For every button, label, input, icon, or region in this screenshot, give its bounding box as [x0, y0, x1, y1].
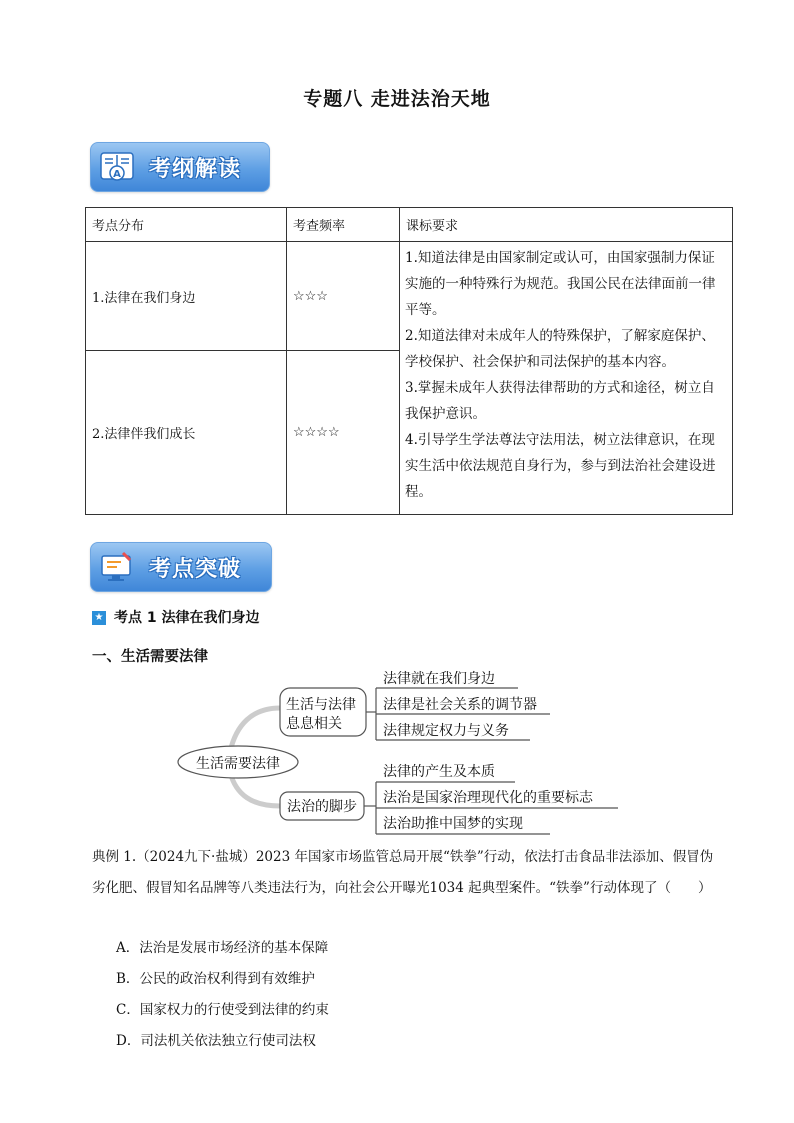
branch1-leaf: 法律是社会关系的调节器 [383, 697, 537, 713]
requirements-table [85, 207, 733, 515]
branch2-leaf: 法律的产生及本质 [383, 764, 495, 780]
svg-text:A: A [113, 169, 121, 180]
banner-label: 考纲解读 [149, 157, 242, 182]
option-a: A．法治是发展市场经济的基本保障 [116, 940, 329, 956]
table-cell-freq: ☆☆☆☆ [287, 351, 400, 515]
table-cell-topic: 2.法律伴我们成长 [86, 351, 287, 515]
page-title: 专题八 走进法治天地 [303, 88, 491, 110]
kaodian-label: 考点 1 法律在我们身边 [114, 610, 260, 626]
table-cell-topic: 1.法律在我们身边 [86, 242, 287, 351]
question-stem: 典例 1.（2024九下·盐城）2023 年国家市场监管总局开展“铁拳”行动，依法打击食品非法添加、假冒伪劣化肥、假冒知名品牌等八类违法行为，向社会公开曝光1034 起典型案件。“铁拳”行动体现了（ ） [92, 849, 714, 896]
star-icon: ★ [92, 611, 106, 625]
book-reading-icon [99, 149, 135, 185]
table-cell-freq: ☆☆☆ [287, 242, 400, 351]
branch1-line2: 息息相关 [286, 716, 342, 732]
mind-map [0, 660, 794, 840]
option-d: D．司法机关依法独立行使司法权 [116, 1033, 316, 1049]
branch2-leaf: 法治是国家治理现代化的重要标志 [383, 790, 593, 806]
branch2-label: 法治的脚步 [287, 799, 357, 815]
branch1-leaf: 法律就在我们身边 [383, 671, 495, 687]
option-b: B．公民的政治权利得到有效维护 [116, 971, 315, 987]
root-label: 生活需要法律 [196, 756, 280, 772]
requirement-item: 4.引导学生学法尊法守法用法，树立法律意识，在现实生活中依法规范自身行为，参与到法治社会建设进程。 [405, 432, 716, 500]
table-cell-requirements [400, 242, 733, 515]
banner-kaodian [90, 542, 272, 592]
table-header: 课标要求 [400, 208, 733, 242]
connector-branch1 [230, 708, 280, 752]
requirement-item: 1.知道法律是由国家制定或认可，由国家强制力保证实施的一种特殊行为规范。我国公民在法律面前一律平等。 [405, 250, 716, 318]
table-header: 考点分布 [86, 208, 287, 242]
branch2-leaf: 法治助推中国梦的实现 [383, 816, 523, 832]
kaodian-title [92, 607, 260, 627]
computer-pen-icon [99, 549, 135, 585]
table-header: 考查频率 [287, 208, 400, 242]
option-c: C．国家权力的行使受到法律的约束 [116, 1002, 329, 1018]
requirement-item: 3.掌握未成年人获得法律帮助的方式和途径，树立自我保护意识。 [405, 380, 715, 422]
branch1-line1: 生活与法律 [286, 697, 356, 713]
requirement-item: 2.知道法律对未成年人的特殊保护，了解家庭保护、学校保护、社会保护和司法保护的基本内容。 [405, 328, 715, 370]
branch1-leaf: 法律规定权力与义务 [383, 723, 509, 739]
section-title: 一、生活需要法律 [92, 649, 208, 665]
banner-kaogang [90, 142, 270, 192]
banner-label: 考点突破 [149, 557, 242, 582]
